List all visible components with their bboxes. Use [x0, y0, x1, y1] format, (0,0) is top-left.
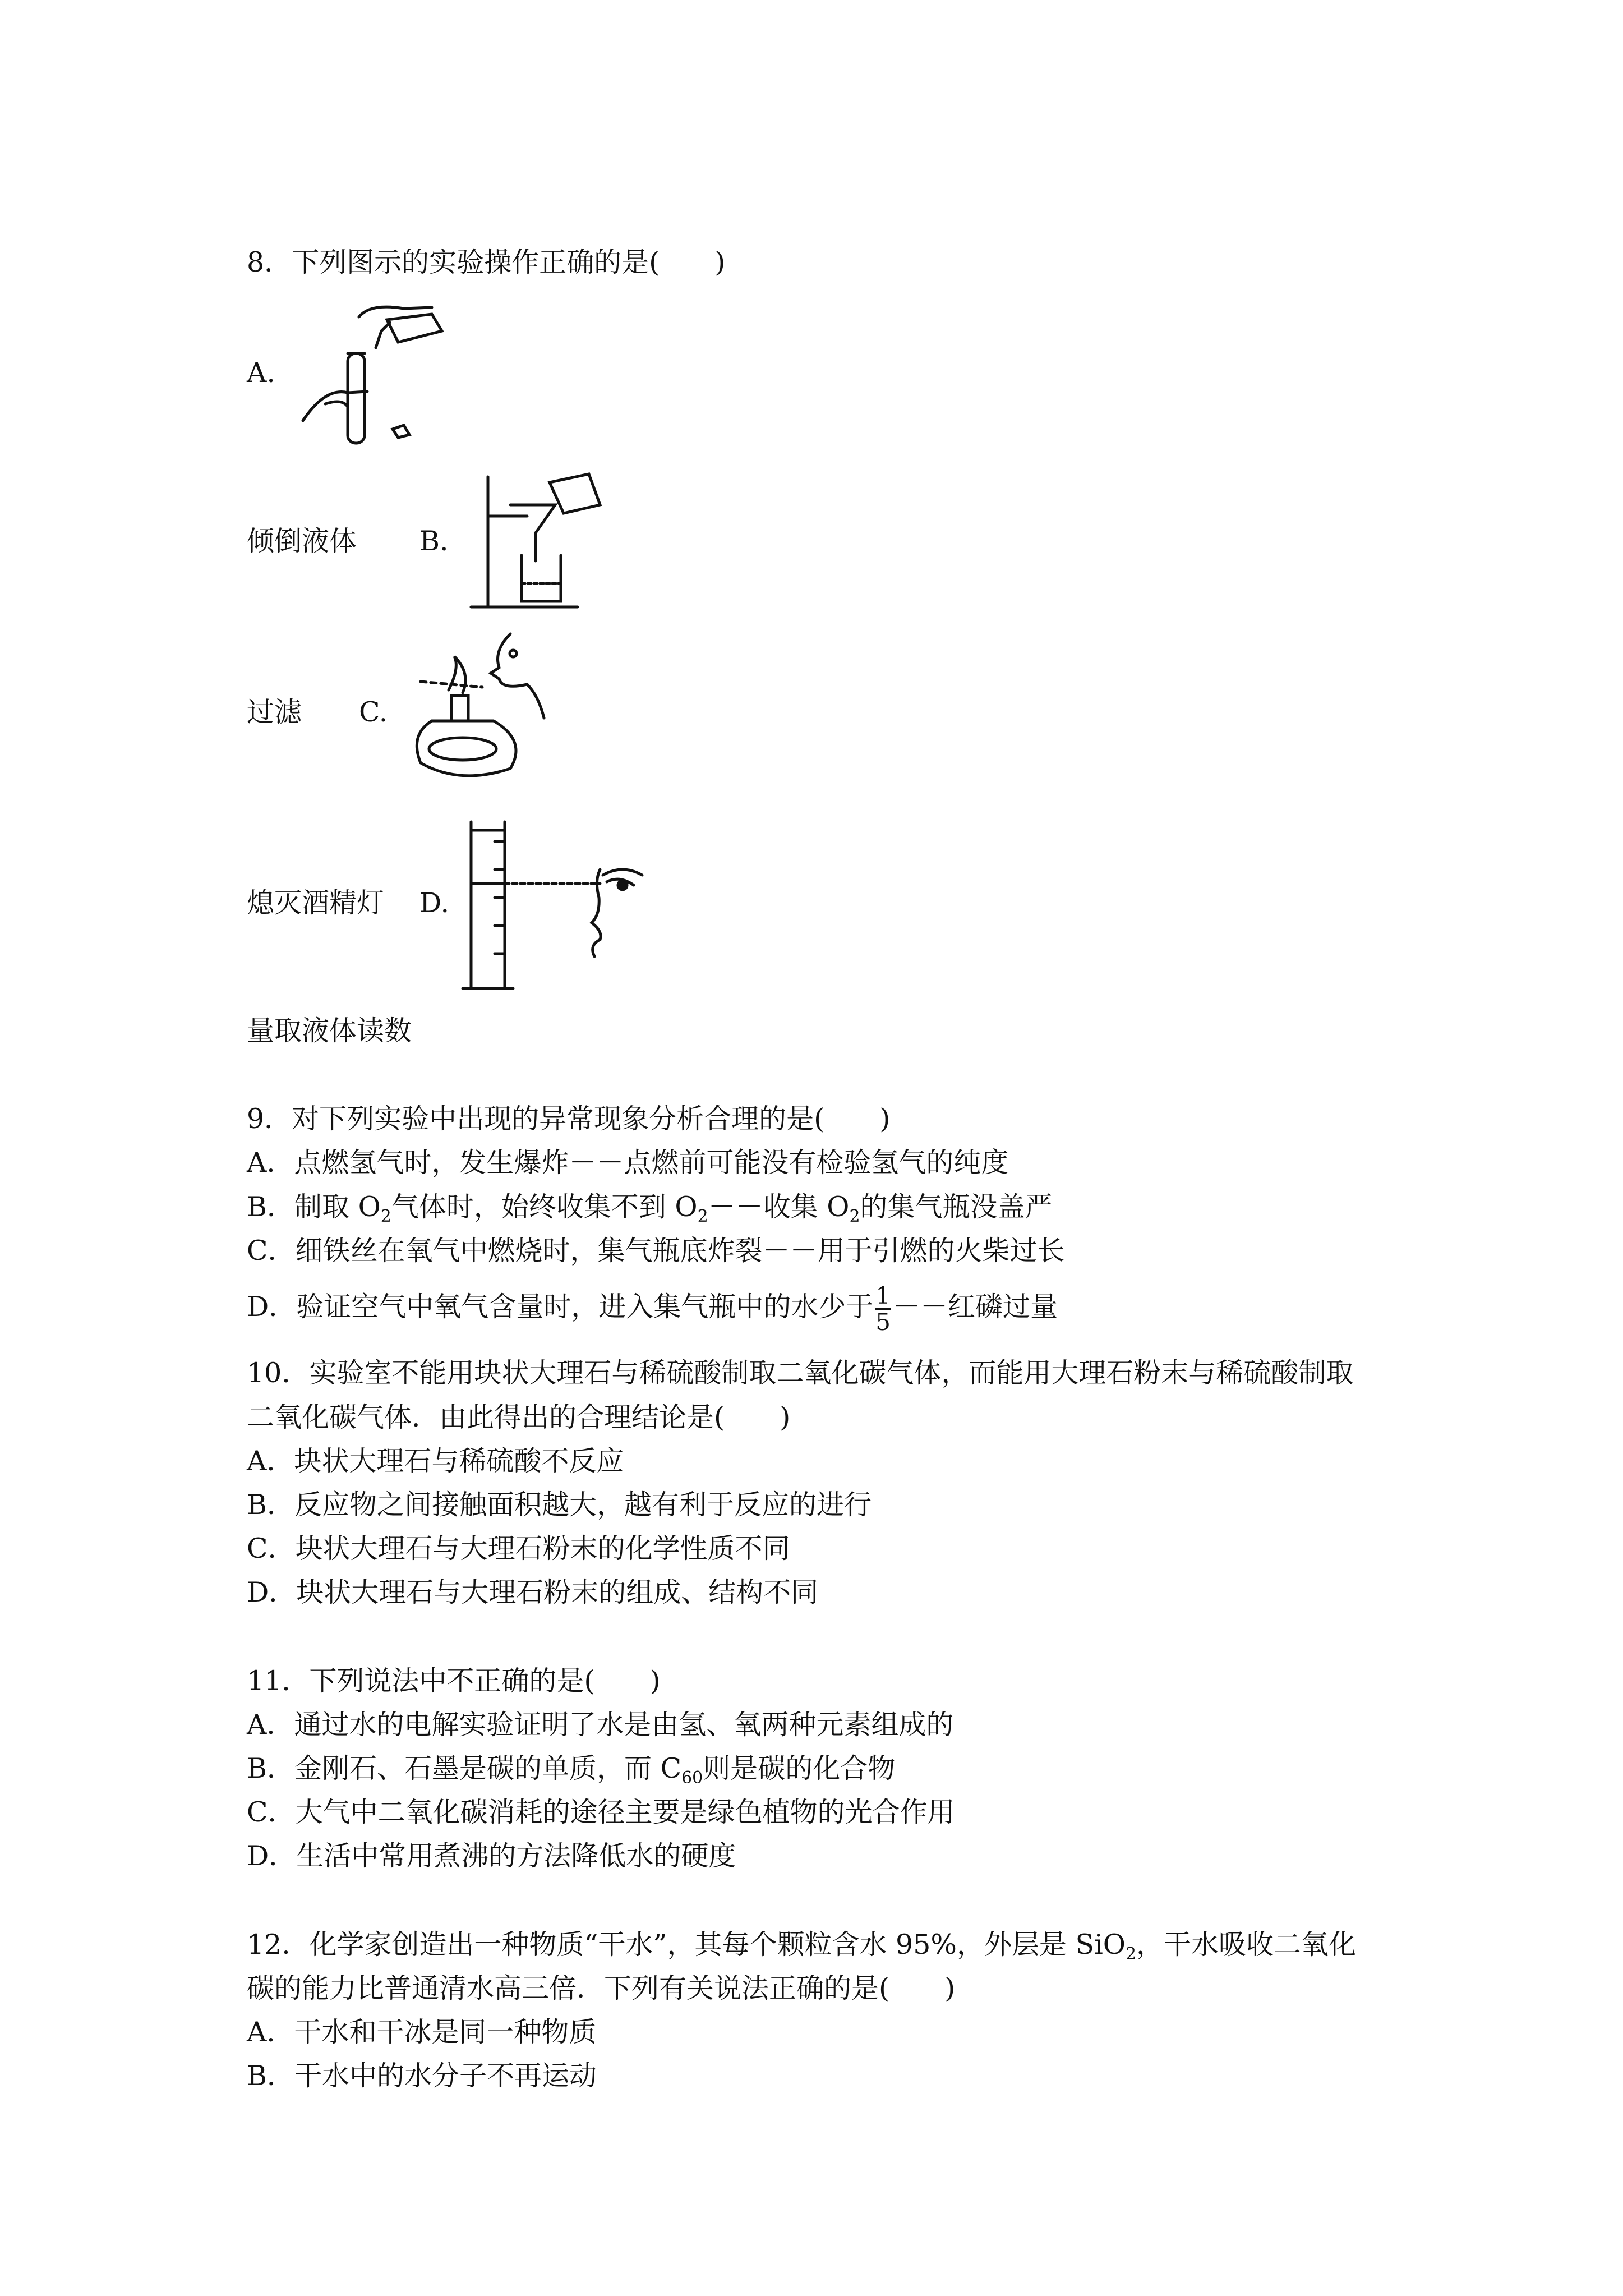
q10-option-b: B．反应物之间接触面积越大，越有利于反应的进行: [247, 1489, 872, 1521]
q11-stem: 11．下列说法中不正确的是( ): [247, 1665, 661, 1697]
q8-option-d-caption: 量取液体读数: [247, 1015, 412, 1047]
q10-option-c: C．块状大理石与大理石粉末的化学性质不同: [247, 1533, 790, 1565]
figure-pouring-liquid: [292, 297, 460, 449]
q10-option-a: A．块状大理石与稀硫酸不反应: [247, 1445, 624, 1477]
q9-option-c: C．细铁丝在氧气中燃烧时，集气瓶底炸裂－－用于引燃的火柴过长: [247, 1235, 1065, 1267]
q8-option-a-caption: 倾倒液体: [247, 525, 357, 557]
q11-option-c: C．大气中二氧化碳消耗的途径主要是绿色植物的光合作用: [247, 1796, 955, 1828]
fraction-one-fifth: $\frac{1}{5}$: [875, 1282, 891, 1336]
q12-option-b: B．干水中的水分子不再运动: [247, 2060, 597, 2092]
q8-option-b-caption: 过滤: [247, 696, 302, 728]
q8-stem: 8．下列图示的实验操作正确的是( ): [247, 246, 726, 278]
figure-extinguish-alcohol-lamp: [398, 628, 566, 791]
q10-option-d: D．块状大理石与大理石粉末的组成、结构不同: [247, 1576, 819, 1608]
q8-option-c-letter: C.: [359, 696, 388, 728]
q12-option-a: A．干水和干冰是同一种物质: [247, 2016, 597, 2048]
q9-option-a: A．点燃氢气时，发生爆炸－－点燃前可能没有检验氢气的纯度: [247, 1147, 1009, 1179]
q12-stem-line1: 12．化学家创造出一种物质“干水”，其每个颗粒含水 95%，外层是 SiO$_2$，干水吸收二氧化: [247, 1929, 1357, 1964]
q8-option-b-letter: B.: [419, 525, 449, 557]
q11-option-a: A．通过水的电解实验证明了水是由氢、氧两种元素组成的: [247, 1709, 954, 1741]
figure-graduated-cylinder-reading: [460, 819, 651, 999]
q11-option-b: B．金刚石、石墨是碳的单质，而 $C_{60}$则是碳的化合物: [247, 1752, 896, 1788]
q8-option-a-letter: A.: [247, 357, 275, 389]
q8-option-d-letter: D.: [419, 887, 450, 919]
q12-stem-line2: 碳的能力比普通清水高三倍．下列有关说法正确的是( ): [247, 1972, 956, 2004]
q10-stem-line1: 10．实验室不能用块状大理石与稀硫酸制取二氧化碳气体，而能用大理石粉末与稀硫酸制取: [247, 1357, 1354, 1389]
q10-stem-line2: 二氧化碳气体．由此得出的合理结论是( ): [247, 1401, 791, 1433]
q9-option-b: B．制取 $O_2$气体时，始终收集不到 $O_2--$收集 $O_2$的集气瓶没盖严: [247, 1191, 1053, 1226]
q9-stem: 9．对下列实验中出现的异常现象分析合理的是( ): [247, 1103, 891, 1135]
figure-filtration: [465, 471, 611, 617]
q8-option-c-caption: 熄灭酒精灯: [247, 887, 385, 919]
q9-option-d: D．验证空气中氧气含量时，进入集气瓶中的水少于 $\frac{1}{5}$ －－红磷过量: [247, 1282, 1058, 1336]
q11-option-d: D．生活中常用煮沸的方法降低水的硬度: [247, 1840, 736, 1872]
